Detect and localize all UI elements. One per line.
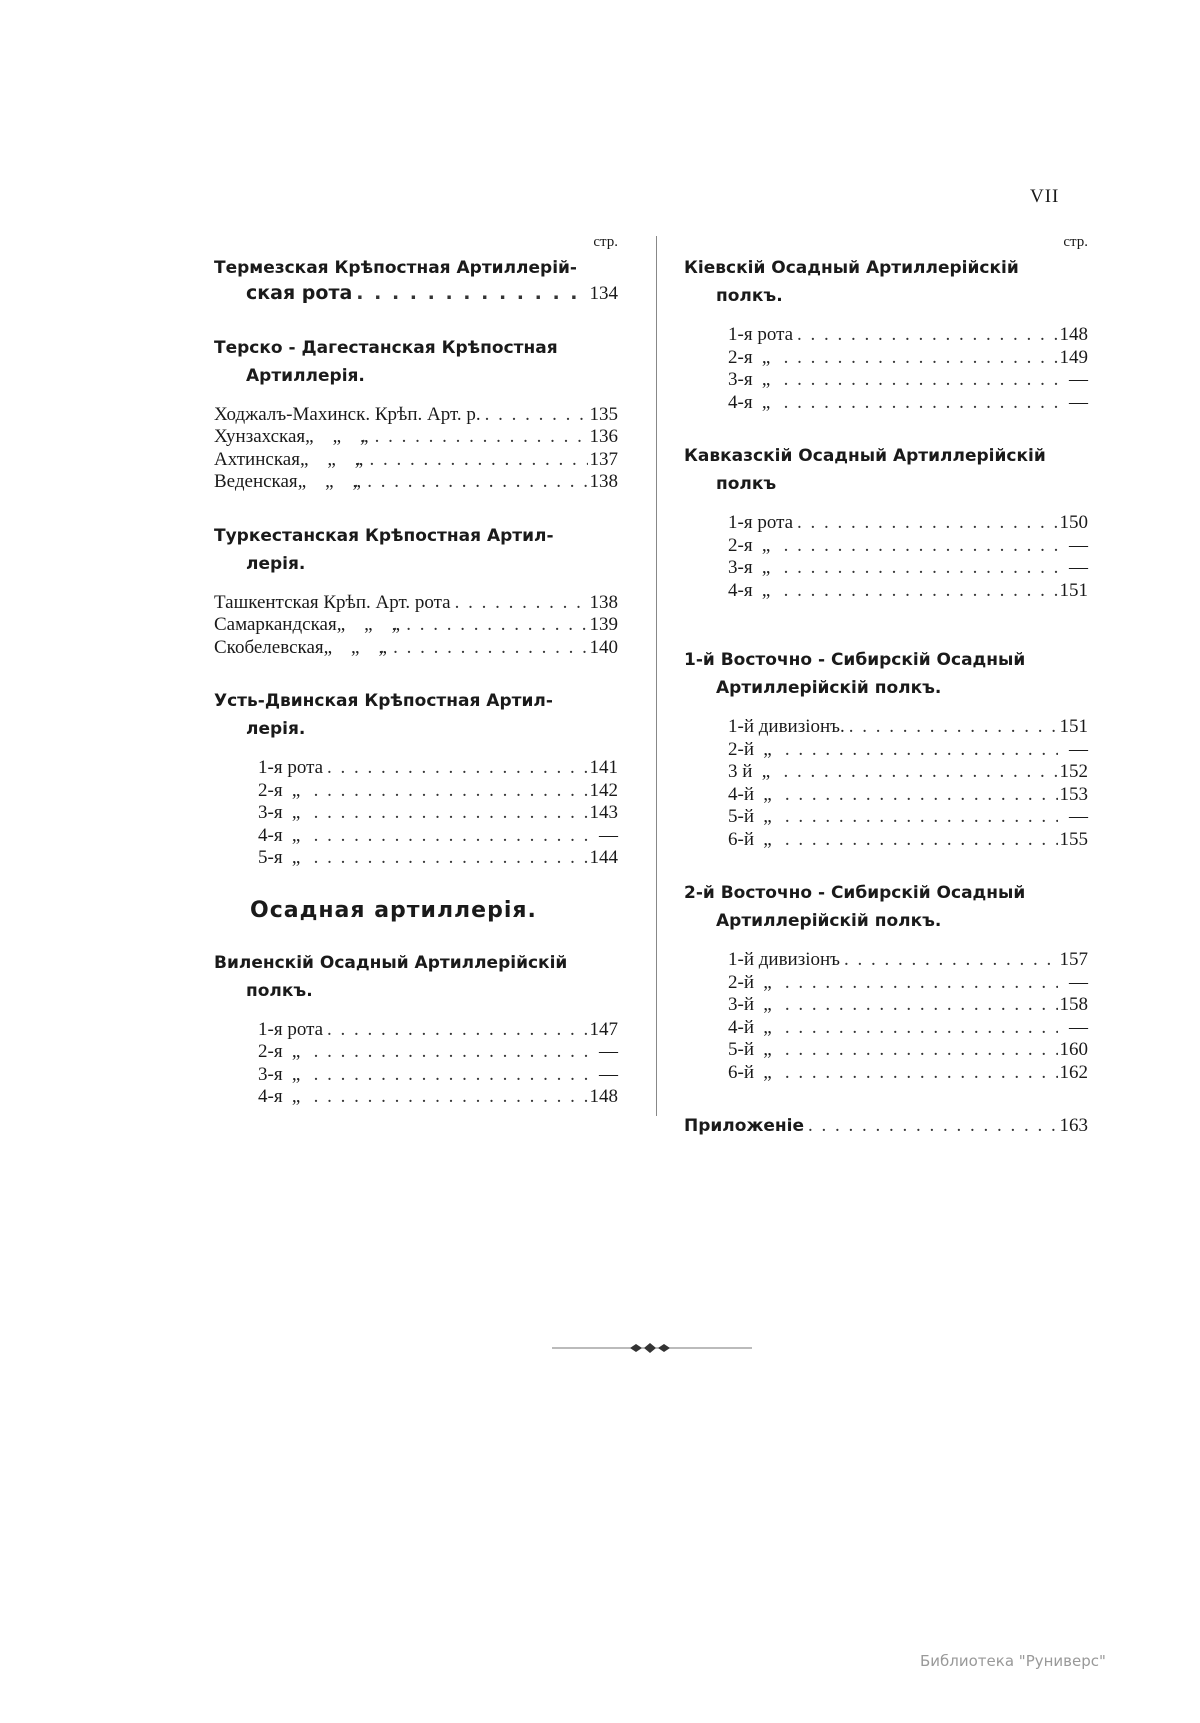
section-heading (684, 254, 1088, 310)
page-ref: — (1069, 971, 1088, 993)
dot-leader (310, 802, 588, 825)
entry-label: 1-я рота (258, 757, 324, 778)
section-heading (214, 334, 618, 390)
toc-entry (214, 426, 618, 449)
entry-list (684, 949, 1088, 1084)
heading-line: Туркестанская Крѣпостная Артил- (214, 525, 554, 546)
ditto-mark: „ „ „ (336, 614, 401, 635)
toc-entry (728, 1017, 1088, 1040)
section-heading (214, 687, 618, 743)
ditto-mark: „ (763, 828, 772, 850)
entry-label: 5-й (728, 806, 754, 827)
page-ref: 150 (1059, 512, 1088, 533)
heading-line: Кіевскій Осадный Артиллерійскій (684, 258, 1019, 278)
ditto-mark: „ (763, 1061, 772, 1083)
section-heading (214, 522, 618, 578)
page-ref: — (1069, 806, 1088, 827)
entry-label: 3-я (258, 1063, 283, 1085)
ditto-mark: „ (763, 1016, 772, 1038)
dot-leader (793, 324, 1058, 347)
toc-section-ust-dvinsk (214, 687, 618, 870)
ditto-mark: „ (761, 761, 771, 782)
toc-entry (258, 1086, 618, 1109)
entry-label: 2-я (728, 346, 753, 368)
entry-label: 2-я (258, 1041, 283, 1062)
dot-leader (323, 1019, 588, 1042)
heading-line: Артиллерійскій полкъ. (716, 911, 942, 931)
page-ref: — (1069, 391, 1088, 413)
page-ref: 142 (589, 779, 618, 801)
left-column (214, 232, 618, 1137)
ditto-mark: „ (761, 369, 771, 390)
ornament-divider (552, 1338, 752, 1358)
dot-leader (323, 757, 588, 780)
toc-entry (728, 369, 1088, 392)
ditto-mark: „ (291, 824, 301, 846)
heading-line: полкъ. (246, 980, 313, 1001)
ditto-mark: „ (761, 534, 771, 556)
dot-leader (781, 739, 1058, 762)
toc-entry (214, 637, 618, 660)
page-ref: 140 (589, 636, 618, 658)
toc-entry (258, 1041, 618, 1064)
page-ref: 162 (1059, 1061, 1088, 1083)
toc-entry (214, 449, 618, 472)
dot-leader (310, 1041, 588, 1064)
page-ref: 148 (589, 1086, 618, 1107)
dot-leader (389, 614, 588, 637)
entry-label: 1-я рота (728, 512, 794, 533)
ditto-mark: „ (291, 1063, 301, 1085)
page-ref: 139 (589, 614, 618, 635)
page-ref: 149 (1059, 346, 1088, 368)
toc-entry (728, 806, 1088, 829)
dot-leader (451, 592, 588, 615)
ditto-mark: „ (291, 1086, 301, 1107)
entry-label: 3-я (728, 369, 753, 390)
dot-leader (804, 1115, 1058, 1138)
entry-list (214, 1019, 618, 1109)
toc-entry (728, 1039, 1088, 1062)
heading-line: Артиллерія. (246, 365, 365, 386)
page-ref: — (1069, 1016, 1088, 1038)
heading-line: Кавказскій Осадный Артиллерійскій (684, 446, 1046, 466)
toc-entry (258, 1019, 618, 1042)
page-ref: 155 (1059, 828, 1088, 850)
ditto-mark: „ (761, 579, 771, 601)
section-heading (684, 879, 1088, 935)
entry-label: Самаркандская (214, 614, 337, 635)
column-divider (656, 236, 657, 1116)
toc-section-east-siberian-2 (684, 879, 1088, 1084)
page-ref: 160 (1059, 1039, 1088, 1060)
entry-label: 3-й (728, 994, 754, 1015)
toc-entry (214, 614, 618, 637)
page-ref: 152 (1059, 761, 1088, 782)
dot-leader (310, 780, 588, 803)
toc-section-east-siberian-1 (684, 646, 1088, 851)
toc-entry (728, 512, 1088, 535)
heading-line: Термезская Крѣпостная Артиллерій- (214, 258, 577, 278)
dot-leader (840, 949, 1058, 972)
dot-leader (376, 637, 588, 660)
page-ref: 158 (1059, 994, 1088, 1015)
ditto-mark: „ „ „ (323, 636, 387, 658)
heading-line: лерія. (246, 719, 306, 739)
part-title: Осадная артиллерія. (250, 897, 537, 923)
entry-label: 2-я (258, 779, 283, 801)
dot-leader (781, 1039, 1058, 1062)
page-ref: 163 (1059, 1115, 1088, 1136)
entry-label: 4-я (258, 1086, 283, 1107)
page-ref: 151 (1059, 579, 1088, 601)
dot-leader (781, 994, 1058, 1017)
entry-label: Ахтинская (214, 448, 300, 470)
entry-label: 4-я (728, 579, 753, 601)
toc-entry (728, 1062, 1088, 1085)
page-ref: 153 (1059, 783, 1088, 805)
ditto-mark: „ (763, 783, 772, 805)
dot-leader (352, 449, 588, 472)
entry-label: 4-я (258, 824, 283, 846)
ditto-mark: „ (291, 1041, 301, 1062)
heading-line: 2-й Восточно - Сибирскій Осадный (684, 883, 1026, 903)
toc-entry (214, 404, 618, 427)
page-ref: — (1069, 738, 1088, 760)
page-number: VII (1030, 186, 1060, 207)
toc-entry (728, 829, 1088, 852)
ditto-mark: „ (761, 346, 771, 368)
entry-label: 2-й (728, 738, 754, 760)
toc-entry (728, 347, 1088, 370)
ditto-mark: „ (761, 391, 771, 413)
entry-label: Хунзахская (214, 426, 306, 447)
heading-line: Артиллерійскій полкъ. (716, 678, 942, 698)
dot-leader (781, 806, 1058, 829)
toc-entry (728, 972, 1088, 995)
dot-leader (780, 392, 1058, 415)
toc-entry (258, 757, 618, 780)
toc-section-kiev (684, 254, 1088, 414)
ditto-mark: „ (763, 971, 772, 993)
toc-entry (258, 847, 618, 870)
toc-section-tersko (214, 334, 618, 494)
entry-label: 3-я (258, 802, 283, 823)
ditto-mark: „ (763, 1039, 772, 1060)
toc-entry (728, 716, 1088, 739)
toc-entry (214, 471, 618, 494)
entry-list (214, 404, 618, 494)
section-heading (684, 442, 1088, 498)
toc-entry (728, 392, 1088, 415)
entry-list (684, 512, 1088, 602)
heading-line: полкъ. (716, 286, 783, 306)
entry-label: 6-й (728, 828, 754, 850)
page-ref: — (1069, 534, 1088, 556)
heading-line: Виленскій Осадный Артиллерійскій (214, 952, 568, 973)
heading-line: лерія. (246, 553, 306, 574)
page-ref: 137 (589, 448, 618, 470)
entry-label: 6-й (728, 1061, 754, 1083)
entry-label: 5-й (728, 1039, 754, 1060)
page-ref: 147 (589, 1018, 618, 1040)
page-ref: 141 (589, 757, 618, 778)
page-ref: — (599, 1041, 618, 1062)
entry-label: 1-й дивизіонъ. (728, 716, 845, 737)
ditto-mark: „ (763, 806, 772, 827)
heading-line: 1-й Восточно - Сибирскій Осадный (684, 650, 1026, 670)
heading-line: Терско - Дагестанская Крѣпостная (214, 337, 558, 358)
toc-entry (728, 324, 1088, 347)
toc-entry (258, 825, 618, 848)
ditto-mark: „ „ „ (297, 471, 361, 492)
entry-label: 4-й (728, 1016, 754, 1038)
dot-leader (310, 1086, 588, 1109)
dot-leader (845, 716, 1058, 739)
page-ref: 151 (1059, 716, 1088, 737)
dot-leader (350, 471, 588, 494)
entry-label: 2-й (728, 971, 754, 993)
ditto-mark: „ (763, 994, 772, 1015)
toc-entry-appendix (684, 1112, 1088, 1140)
heading-line: полкъ (716, 474, 777, 494)
dot-leader (781, 1062, 1058, 1085)
toc-entry (728, 784, 1088, 807)
entry-label: Скобелевская (214, 636, 324, 658)
entry-label: 5-я (258, 847, 283, 868)
entry-label: 1-й дивизіонъ (728, 949, 840, 970)
page-ref: 138 (589, 591, 618, 613)
right-column (684, 232, 1088, 1140)
entry-label: 2-я (728, 534, 753, 556)
ditto-mark: „ (763, 738, 772, 760)
page-ref: — (1069, 557, 1088, 578)
toc-entry (258, 1064, 618, 1087)
toc-entry (728, 994, 1088, 1017)
page-column-label: стр. (1063, 234, 1088, 250)
toc-entry (728, 761, 1088, 784)
page-ref: — (599, 1063, 618, 1085)
library-watermark: Библиотека "Руниверс" (920, 1652, 1106, 1670)
toc-section-vilna (214, 949, 618, 1109)
toc-entry (728, 739, 1088, 762)
toc-entry (258, 780, 618, 803)
page-ref: 148 (1059, 324, 1088, 345)
ditto-mark: „ (291, 802, 301, 823)
toc-entry (214, 282, 618, 306)
dot-leader (310, 1064, 588, 1087)
entry-label: 1-я рота (258, 1018, 324, 1040)
dot-leader (781, 829, 1058, 852)
ditto-mark: „ (291, 779, 301, 801)
section-heading (214, 254, 618, 282)
entry-label: 3 й (728, 761, 753, 782)
entry-label: 1-я рота (728, 324, 794, 345)
page-ref: — (1069, 369, 1088, 390)
page-ref: 144 (589, 847, 618, 868)
page-ref: 135 (589, 403, 618, 425)
page-ref: 143 (589, 802, 618, 823)
dot-leader (780, 580, 1058, 603)
toc-entry (728, 557, 1088, 580)
dot-leader (780, 557, 1058, 580)
dot-leader (780, 369, 1058, 392)
heading-line: Усть-Двинская Крѣпостная Артил- (214, 691, 553, 711)
dot-leader (793, 512, 1058, 535)
ditto-mark: „ „ „ (305, 426, 369, 447)
appendix-label: Приложеніе (684, 1116, 804, 1136)
dot-leader (779, 761, 1058, 784)
page-column-label: стр. (593, 234, 618, 250)
ditto-mark: „ (761, 557, 771, 578)
dot-leader (780, 535, 1058, 558)
toc-entry (728, 580, 1088, 603)
ditto-mark: „ „ „ (299, 448, 364, 470)
entry-label: 4-й (728, 783, 754, 805)
entry-list (684, 716, 1088, 851)
page-ref: — (599, 824, 618, 846)
entry-label: Ташкентская Крѣп. Арт. рота (214, 591, 451, 613)
dot-leader (310, 847, 588, 870)
entry-list (214, 592, 618, 660)
heading-line: ская рота (246, 282, 353, 304)
entry-list (684, 324, 1088, 414)
toc-section-turkestan (214, 522, 618, 660)
toc-entry (258, 802, 618, 825)
section-heading (214, 949, 618, 1005)
dot-leader (357, 426, 588, 449)
dot-leader (352, 282, 588, 305)
entry-list (214, 757, 618, 870)
toc-section-termez (214, 254, 618, 306)
toc-section-caucasus (684, 442, 1088, 602)
dot-leader (481, 404, 588, 427)
page-ref: 138 (589, 471, 618, 492)
entry-label: Веденская (214, 471, 298, 492)
page-ref: 134 (589, 283, 618, 304)
page-ref: 136 (589, 426, 618, 447)
dot-leader (781, 1017, 1058, 1040)
page-ref: 157 (1059, 949, 1088, 970)
ditto-mark: „ (291, 847, 301, 868)
toc-entry (728, 949, 1088, 972)
entry-label: 3-я (728, 557, 753, 578)
dot-leader (781, 972, 1058, 995)
entry-label: Ходжалъ-Махинск. Крѣп. Арт. р. (214, 403, 481, 425)
section-heading (684, 646, 1088, 702)
dot-leader (781, 784, 1058, 807)
entry-label: 4-я (728, 391, 753, 413)
toc-entry (728, 535, 1088, 558)
dot-leader (310, 825, 588, 848)
toc-entry (214, 592, 618, 615)
dot-leader (780, 347, 1058, 370)
